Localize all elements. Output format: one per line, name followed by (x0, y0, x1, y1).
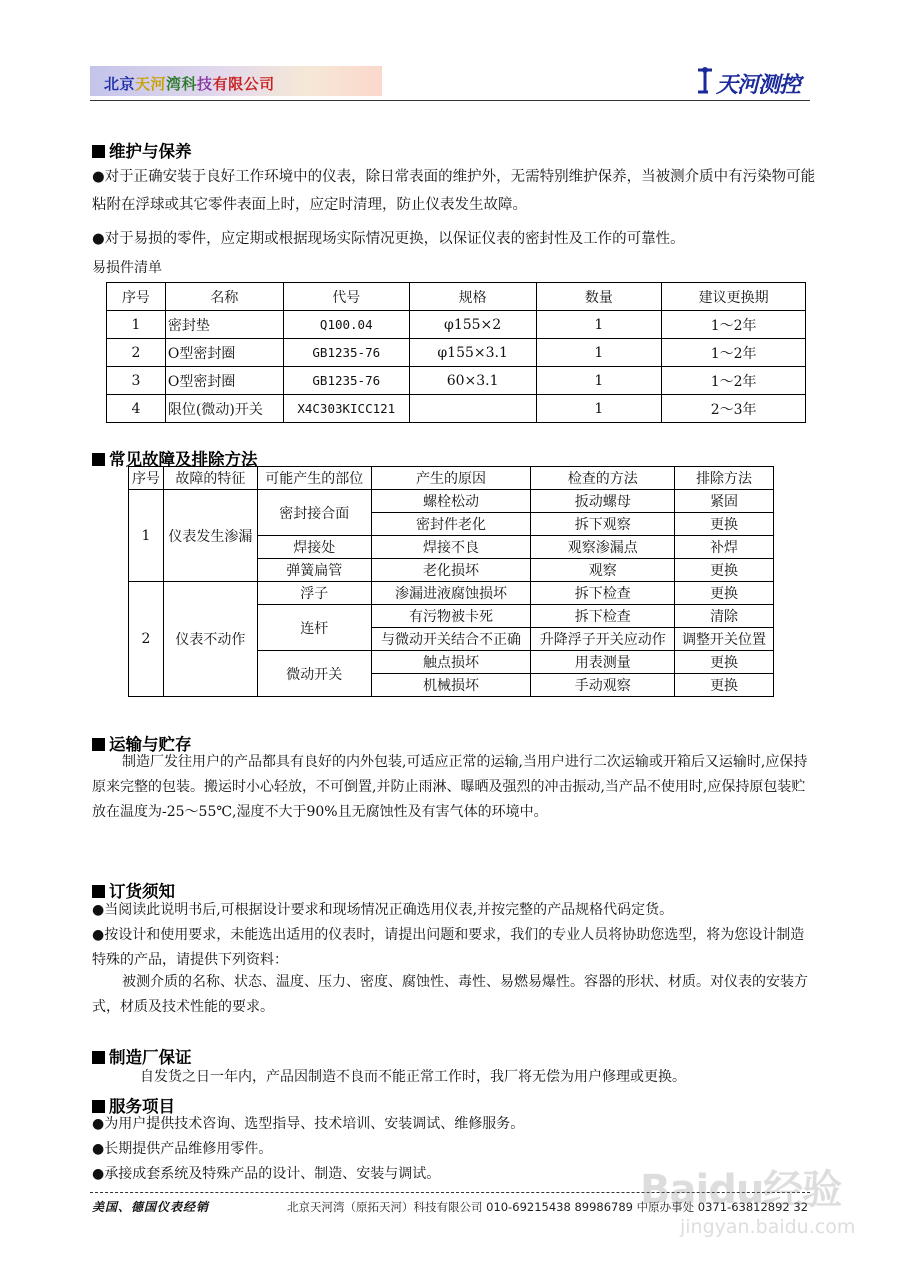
service-item: ●承接成套系统及特殊产品的设计、制造、安装与调试。 (92, 1166, 441, 1182)
baidu-watermark (640, 1148, 856, 1248)
table-row: 焊接处 焊接不良 观察渗漏点 补焊 (129, 536, 774, 559)
table-header-cell: 名称 (165, 283, 283, 311)
section-title-ordering: 订货须知 (92, 878, 175, 902)
table-row: 2 仪表不动作 浮子 渗漏进液腐蚀损坏 拆下检查 更换 (129, 582, 774, 605)
watermark-url: jingyan.baidu.com (680, 1216, 856, 1238)
table-row: 与微动开关结合不正确 升降浮子开关应动作 调整开关位置 (129, 628, 774, 651)
table-header-cell: 规格 (409, 283, 536, 311)
maintenance-paragraph-1: ●对于正确安装于良好工作环境中的仪表，除日常表面的维护外，无需特别维护保养，当被测介质中有污染物可能粘附在浮球或其它零件表面上时，应定时清理，防止仪表发生故障。 (92, 169, 816, 213)
table-header-cell: 序号 (107, 283, 166, 311)
table-row: 1 密封垫 Q100.04 φ155×2 1 1～2年 (107, 311, 806, 339)
watermark-brand: Baidu经验 (640, 1167, 842, 1213)
table-header-cell: 序号 (129, 467, 164, 490)
section-title-services: 服务项目 (92, 1093, 175, 1117)
ordering-paragraph-1: ●当阅读此说明书后,可根据设计要求和现场情况正确选用仪表,并按完整的产品规格代码定货。 (92, 902, 674, 918)
footer-left-text: 美国、德国仪表经销 (92, 1200, 210, 1214)
table-header-cell: 排除方法 (675, 467, 774, 490)
table-header-cell: 代号 (283, 283, 409, 311)
table-row: 1 仪表发生渗漏 密封接合面 螺栓松动 扳动螺母 紧固 (129, 490, 774, 513)
parts-table-caption: 易损件清单 (92, 260, 162, 276)
table-header-cell: 产生的原因 (371, 467, 531, 490)
logo-text: 天河测控 (716, 73, 801, 98)
maintenance-paragraph-2: ●对于易损的零件，应定期或根据现场实际情况更换，以保证仪表的密封性及工作的可靠性。 (92, 231, 685, 247)
transport-paragraph: 制造厂发往用户的产品都具有良好的内外包装,可适应正常的运输,当用户进行二次运输或开箱后又运输时,应保持原来完整的包装。搬运时小心轻放，不可倒置,并防止雨淋、曝晒及强烈的冲击振动,当产品不使用时,应保持原包装贮放在温度为-25～55℃,湿度不大于90%且无腐蚀性及有害气体的环境中。 (92, 754, 808, 820)
table-row: 2 O型密封圈 GB1235-76 φ155×3.1 1 1～2年 (107, 339, 806, 367)
table-header-cell: 检查的方法 (531, 467, 675, 490)
table-header-cell: 故障的特征 (163, 467, 257, 490)
service-item: ●为用户提供技术咨询、选型指导、技术培训、安装调试、维修服务。 (92, 1116, 525, 1132)
table-row: 微动开关 触点损坏 用表测量 更换 (129, 651, 774, 674)
ordering-paragraph-2: ●按设计和使用要求，未能选出适用的仪表时，请提出问题和要求，我们的专业人员将协助您选型，将为您设计制造特殊的产品，请提供下列资料： (92, 927, 805, 968)
table-row: 机械损坏 手动观察 更换 (129, 674, 774, 697)
footer-contact-text: 北京天河湾（原拓天河）科技有限公司 010-69215438 89986789 中原办事处 0371-63812892 32 (287, 1200, 809, 1214)
header-rule (90, 100, 810, 101)
table-row: 弹簧扁管 老化损坏 观察 更换 (129, 559, 774, 582)
company-logo (694, 64, 810, 98)
table-header-cell: 建议更换期 (662, 283, 806, 311)
table-row: 4 限位(微动)开关 X4C303KICC121 1 2～3年 (107, 395, 806, 423)
service-item: ●长期提供产品维修用零件。 (92, 1141, 273, 1157)
parts-table (106, 282, 806, 423)
fault-table (128, 466, 774, 697)
warranty-paragraph: 自发货之日一年内，产品因制造不良而不能正常工作时，我厂将无偿为用户修理或更换。 (140, 1069, 686, 1085)
section-title-maintenance: 维护与保养 (92, 138, 192, 162)
table-header-cell: 数量 (536, 283, 662, 311)
table-row: 密封件老化 拆下观察 更换 (129, 513, 774, 536)
section-title-transport: 运输与贮存 (92, 731, 192, 755)
ordering-paragraph-3: 被测介质的名称、状态、温度、压力、密度、腐蚀性、毒性、易燃易爆性。容器的形状、材质。对仪表的安装方式，材质及技术性能的要求。 (92, 974, 808, 1015)
table-header-cell: 可能产生的部位 (257, 467, 371, 490)
table-header-row (107, 283, 806, 311)
table-row: 3 O型密封圈 GB1235-76 60×3.1 1 1～2年 (107, 367, 806, 395)
company-name: 北京天河湾科技有限公司 (104, 75, 275, 93)
section-title-warranty: 制造厂保证 (92, 1044, 192, 1068)
table-row: 连杆 有污物被卡死 拆下检查 清除 (129, 605, 774, 628)
table-header-row (129, 467, 774, 490)
section-title-faults: 常见故障及排除方法 (92, 446, 258, 470)
